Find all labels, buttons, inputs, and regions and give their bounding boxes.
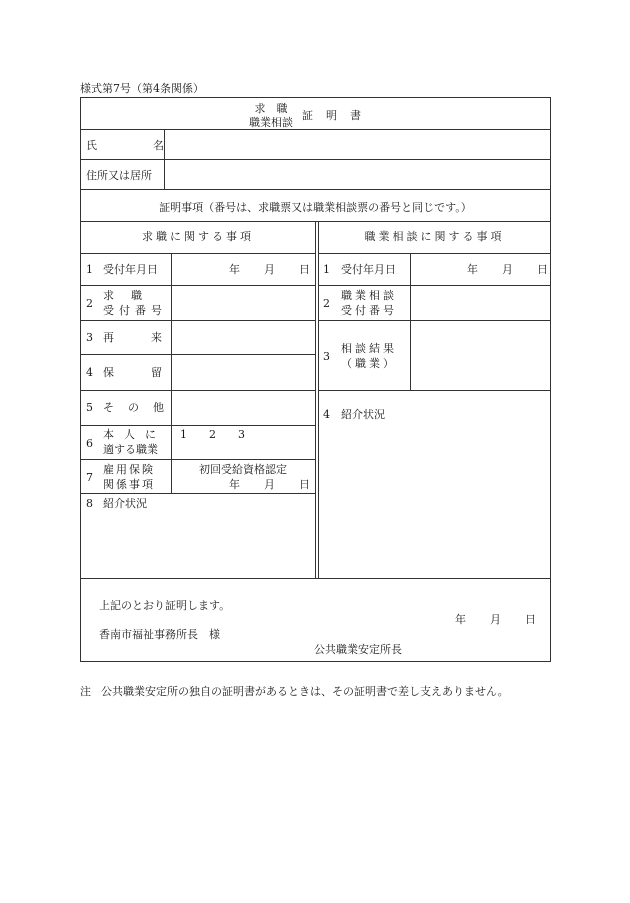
consult-item-2-num: 2 [323, 297, 330, 310]
consult-receipt-number-field[interactable] [412, 288, 548, 318]
job-item-7-num: 7 [86, 471, 93, 484]
job-item-4-num: 4 [86, 366, 93, 379]
job-item-7-value: 初回受給資格認定 [199, 463, 287, 476]
note-label: 注 [80, 685, 91, 698]
consult-item-1-day: 日 [537, 263, 548, 276]
job-item-6-option-2[interactable]: 2 [209, 428, 216, 441]
consult-item-1-label: 受付年月日 [341, 263, 396, 276]
note-text: 公共職業安定所の独自の証明書があるときは、その証明書で差し支えありません。 [101, 685, 509, 698]
certification-text: 上記のとおり証明します。 [99, 599, 231, 612]
job-item-6-option-3[interactable]: 3 [238, 428, 245, 441]
job-item-2-label-line2: 受付番号 [103, 304, 167, 317]
name-field[interactable] [166, 132, 546, 158]
address-label: 住所又は居所 [86, 169, 152, 182]
job-item-6-num: 6 [86, 437, 93, 450]
job-section-heading: 求職に関する事項 [142, 230, 254, 243]
consult-item-2-label-line2: 受付番号 [341, 304, 397, 317]
title-line1: 求 職 [254, 102, 288, 115]
job-item-5-num: 5 [86, 401, 93, 414]
job-item-8-label: 紹介状況 [103, 497, 147, 510]
job-item-5-label: その他 [103, 401, 178, 414]
job-receipt-number-field[interactable] [173, 288, 313, 318]
job-item-7-day: 日 [299, 478, 310, 491]
consult-item-4-num: 4 [323, 408, 330, 421]
job-item-3-num: 3 [86, 331, 93, 344]
consult-item-1-num: 1 [323, 263, 330, 276]
job-item-1-year: 年 [229, 263, 240, 276]
statement-text: 証明事項（番号は、求職票又は職業相談票の番号と同じです。） [159, 201, 472, 214]
job-item-6-option-1[interactable]: 1 [180, 428, 187, 441]
job-item-7-label-line2: 関係事項 [103, 478, 155, 491]
job-item-1-day: 日 [299, 263, 310, 276]
job-item-3-label: 再来 [103, 331, 199, 344]
certification-day: 日 [525, 613, 536, 626]
consult-referral-status-field[interactable] [321, 423, 548, 575]
job-item-1-label: 受付年月日 [103, 263, 158, 276]
job-item-7-label-line1: 雇用保険 [103, 463, 155, 476]
job-item-7-month: 月 [264, 478, 275, 491]
certification-addressee: 香南市福祉事務所長 様 [99, 628, 220, 641]
address-field[interactable] [166, 162, 546, 188]
job-item-4-label: 保留 [103, 366, 199, 379]
job-item-1-num: 1 [86, 263, 93, 276]
job-item-2-num: 2 [86, 297, 93, 310]
job-referral-status-field[interactable] [83, 512, 313, 576]
title-line2: 職業相談 [249, 116, 293, 129]
consult-item-2-label-line1: 職業相談 [341, 289, 397, 302]
certification-month: 月 [490, 613, 501, 626]
name-label: 氏 名 [86, 139, 164, 152]
consult-result-field[interactable] [412, 323, 548, 387]
consult-item-4-label: 紹介状況 [341, 408, 385, 421]
job-item-6-label-line1: 本人に [103, 428, 166, 441]
consult-item-1-year: 年 [467, 263, 478, 276]
certification-year: 年 [455, 613, 466, 626]
consult-item-3-label-line1: 相談結果 [341, 342, 397, 355]
title-main: 証 明 書 [302, 109, 362, 122]
job-item-6-label-line2: 適する職業 [103, 443, 158, 456]
certification-issuer: 公共職業安定所長 [314, 643, 402, 656]
consult-item-1-month: 月 [502, 263, 513, 276]
form-number: 様式第7号（第4条関係） [80, 82, 204, 95]
job-item-1-month: 月 [264, 263, 275, 276]
job-item-8-num: 8 [86, 497, 93, 510]
certificate-form [80, 97, 551, 662]
consult-section-heading: 職業相談に関する事項 [364, 230, 505, 243]
job-item-7-year: 年 [229, 478, 240, 491]
job-item-2-label-line1: 求職 [103, 289, 159, 302]
consult-item-3-num: 3 [323, 350, 330, 363]
consult-item-3-label-line2: （職業） [341, 357, 397, 370]
